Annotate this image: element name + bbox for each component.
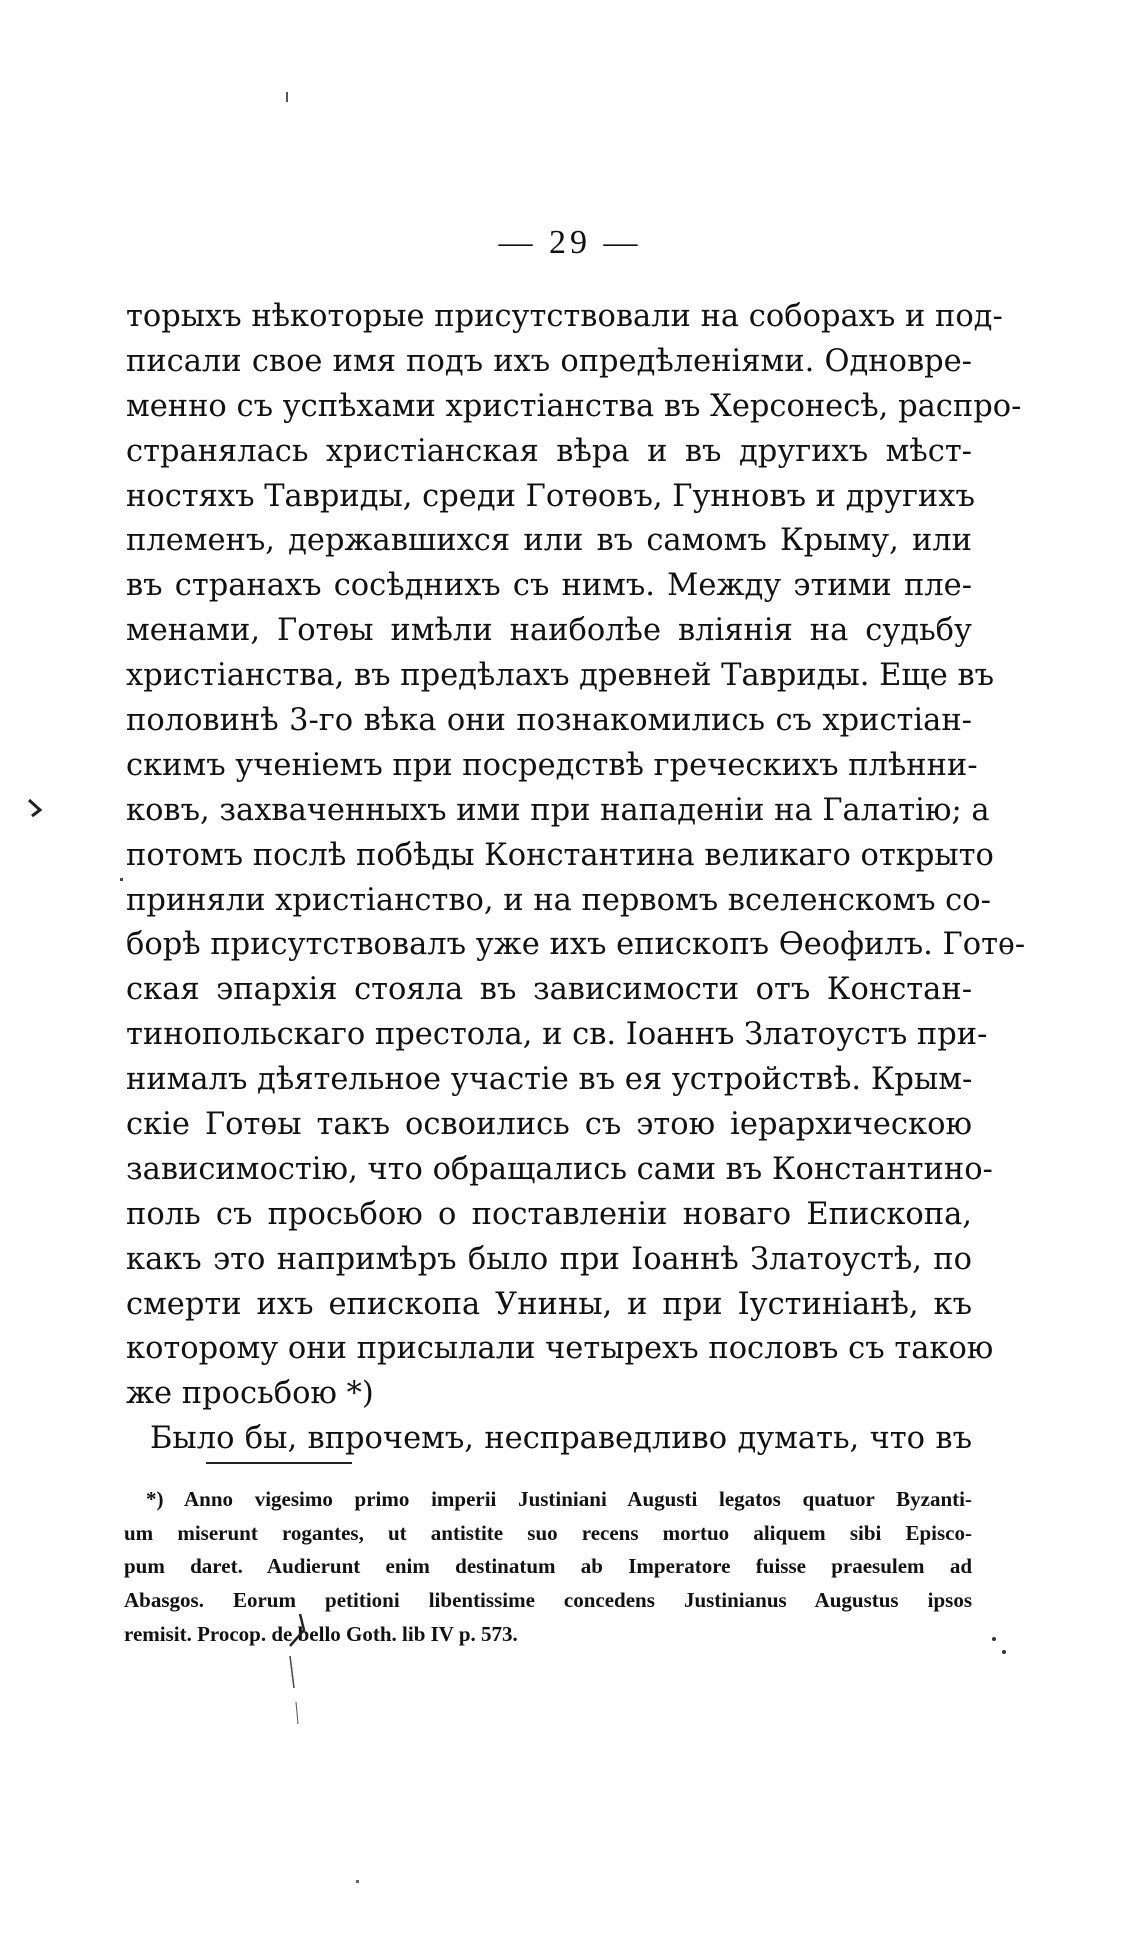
- scan-mark: [992, 1637, 996, 1641]
- text-line: менно съ успѣхами христiанства въ Херсонесѣ, распро-: [126, 388, 1022, 424]
- text-line: приняли христiанство, и на первомъ вселенскомъ со-: [126, 882, 991, 918]
- text-line: поль съ просьбою о поставленiи новаго Епископа,: [126, 1196, 972, 1232]
- text-line: Было бы, впрочемъ, несправедливо думать, что въ: [150, 1421, 972, 1457]
- text-line: ская эпархiя стояла въ зависимости отъ Констан-: [126, 972, 972, 1008]
- body-text: [126, 295, 1026, 1462]
- text-line: потомъ послѣ побѣды Константина великаго открыто: [126, 837, 994, 873]
- footnote-line: *) Anno vigesimo primo imperii Justiniani Augusti legatos quatuor Byzanti-: [146, 1487, 972, 1511]
- text-line: въ странахъ сосѣднихъ съ нимъ. Между этими пле-: [126, 568, 972, 604]
- footnote-separator: [206, 1462, 352, 1464]
- scan-mark: [356, 1880, 359, 1883]
- text-line: скимъ ученiемъ при посредствѣ греческихъ плѣнни-: [126, 747, 978, 783]
- text-line: скiе Готѳы такъ освоились съ этою iерархическою: [126, 1107, 972, 1143]
- footnote-line: pum daret. Audierunt enim destinatum ab Imperatore fuisse praesulem ad: [124, 1554, 972, 1579]
- text-line: торыхъ нѣкоторые присутствовали на соборахъ и под-: [126, 299, 1003, 334]
- text-line: странялась христiанская вѣра и въ другихъ мѣст-: [126, 433, 972, 469]
- text-line: нималъ дѣятельное участiе въ ея устройствѣ. Крым-: [126, 1062, 973, 1098]
- text-line: половинѣ 3-го вѣка они познакомились съ христiан-: [126, 703, 972, 739]
- text-line: какъ это напримѣръ было при Iоаннѣ Златоустѣ, по: [126, 1241, 972, 1277]
- text-line: смерти ихъ епископа Унины, и при Iустинiанѣ, къ: [126, 1286, 972, 1322]
- page-number: — 29 —: [498, 224, 642, 261]
- scan-mark: [286, 92, 288, 102]
- text-line: которому они присылали четырехъ пословъ съ такою: [126, 1331, 994, 1367]
- text-line: племенъ, державшихся или въ самомъ Крыму, или: [126, 523, 972, 559]
- footnote-line: um miserunt rogantes, ut antistite suo recens mortuo aliquem sibi Episco-: [124, 1520, 972, 1545]
- text-line: ковъ, захваченныхъ ими при нападенiи на Галатiю; а: [126, 792, 990, 828]
- text-line: зависимостiю, что обращались сами въ Константино-: [126, 1151, 993, 1187]
- scan-mark: [282, 1612, 312, 1732]
- text-line: же просьбою *): [126, 1376, 374, 1412]
- text-line: христiанства, въ предѣлахъ древней Тавриды. Еще въ: [126, 658, 995, 694]
- footnote-line: Abasgos. Eorum petitioni libentissime concedens Justinianus Augustus ipsos: [124, 1588, 972, 1613]
- text-line: писали свое имя подъ ихъ опредѣленiями. Одновре-: [126, 343, 972, 379]
- scan-mark: [1002, 1650, 1006, 1654]
- footnote: [124, 1483, 972, 1651]
- text-line: тинопольскаго престола, и св. Iоаннъ Златоустъ при-: [126, 1017, 988, 1053]
- text-line: борѣ присутствовалъ уже ихъ епископъ Ѳеофилъ. Готѳ-: [126, 927, 1026, 963]
- footnote-line: remisit. Procop. de bello Goth. lib IV p. 573.: [124, 1621, 518, 1646]
- text-line: менами, Готѳы имѣли наиболѣе влiянiя на судьбу: [126, 613, 972, 649]
- scan-mark: [120, 878, 123, 881]
- text-line: ностяхъ Тавриды, среди Готѳовъ, Гунновъ и другихъ: [126, 478, 975, 514]
- scan-mark: [26, 796, 48, 818]
